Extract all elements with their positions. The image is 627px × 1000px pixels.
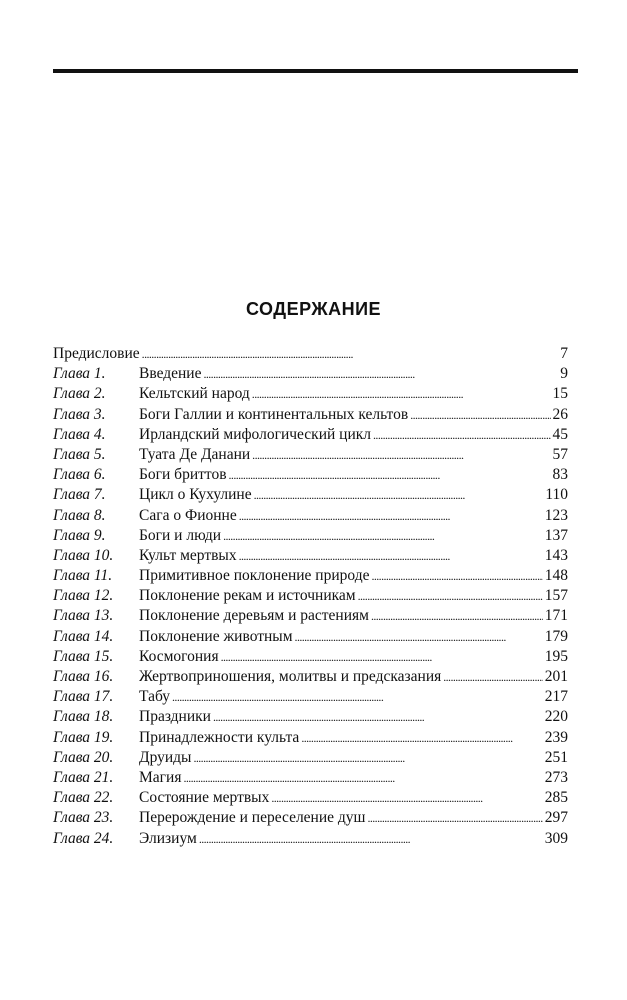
- dot-leader: [213, 707, 543, 727]
- dot-leader: [252, 384, 551, 404]
- entry-title: Примитивное поклонение природе: [139, 567, 370, 585]
- dot-leader: [371, 566, 542, 586]
- entry-title: Перерождение и переселение душ: [139, 809, 366, 827]
- page-number: 123: [544, 506, 568, 524]
- page-number: 285: [544, 789, 568, 807]
- page-number: 171: [544, 607, 568, 625]
- page-number: 110: [545, 486, 568, 504]
- chapter-label: Глава 5.: [53, 445, 106, 463]
- entry-title: Боги и люди: [139, 526, 222, 544]
- dot-leader: [142, 344, 559, 364]
- entry-title: Цикл о Кухулине: [139, 486, 252, 504]
- entry-title: Космогония: [139, 647, 219, 665]
- dot-leader: [410, 405, 550, 425]
- dot-leader: [254, 485, 544, 505]
- toc-entry: [53, 344, 568, 364]
- chapter-label: Глава 12.: [53, 587, 114, 605]
- toc-entry: [53, 768, 568, 788]
- dot-leader: [239, 546, 543, 566]
- page-number: 179: [544, 627, 568, 645]
- dot-leader: [358, 586, 543, 606]
- chapter-label: Глава 2.: [53, 385, 106, 403]
- dot-leader: [301, 728, 542, 748]
- dot-leader: [203, 364, 558, 384]
- dot-leader: [239, 506, 543, 526]
- chapter-label: Глава 13.: [53, 607, 114, 625]
- chapter-label: Глава 22.: [53, 789, 114, 807]
- chapter-label: Глава 11.: [53, 567, 113, 585]
- chapter-label: Глава 17.: [53, 688, 114, 706]
- toc-entry: [53, 566, 568, 586]
- dot-leader: [183, 768, 542, 788]
- entry-title: Поклонение деревьям и растениям: [139, 607, 369, 625]
- page-number: 273: [544, 768, 568, 786]
- entry-title: Сага о Фионне: [139, 506, 237, 524]
- toc-entry: [53, 707, 568, 727]
- chapter-label: Глава 23.: [53, 809, 114, 827]
- toc-entry: [53, 788, 568, 808]
- dot-leader: [373, 425, 550, 445]
- toc-entry: [53, 384, 568, 404]
- page-number: 297: [544, 809, 568, 827]
- entry-title: Кельтский народ: [139, 385, 250, 403]
- page-number: 57: [552, 445, 568, 463]
- toc-entry: [53, 445, 568, 465]
- toc-entry: [53, 667, 568, 687]
- toc-entry: [53, 808, 568, 828]
- page-number: 201: [544, 668, 568, 685]
- entry-title: Поклонение животным: [139, 627, 293, 645]
- page-number: 137: [544, 526, 568, 544]
- entry-title: Культ мертвых: [139, 546, 237, 564]
- toc-entry: [53, 728, 568, 748]
- chapter-label: Глава 16.: [53, 668, 114, 685]
- entry-title: Жертвоприношения, молитвы и предсказания: [139, 668, 442, 685]
- entry-title: Предисловие: [53, 345, 140, 362]
- dot-leader: [223, 526, 543, 546]
- entry-title: Ирландский мифологический цикл: [139, 425, 372, 443]
- dot-leader: [371, 606, 543, 626]
- chapter-label: Глава 3.: [53, 405, 106, 423]
- toc-entry: [53, 364, 568, 384]
- entry-title: Принадлежности культа: [139, 728, 300, 746]
- entry-title: Табу: [139, 688, 171, 706]
- chapter-label: Глава 15.: [53, 647, 114, 665]
- entry-title: Введение: [139, 365, 202, 383]
- toc-entry: [53, 647, 568, 667]
- dot-leader: [443, 667, 543, 687]
- chapter-label: Глава 10.: [53, 546, 114, 564]
- chapter-label: Глава 21.: [53, 768, 114, 786]
- page-number: 26: [552, 405, 568, 423]
- entry-title: Состояние мертвых: [139, 789, 270, 807]
- page-number: 143: [544, 546, 568, 564]
- toc-entry: [53, 425, 568, 445]
- page-number: 148: [544, 567, 568, 585]
- toc-entry: [53, 506, 568, 526]
- page-number: 7: [560, 345, 568, 362]
- dot-leader: [367, 808, 542, 828]
- entry-title: Элизиум: [139, 829, 197, 847]
- dot-leader: [221, 647, 543, 667]
- entry-title: Поклонение рекам и источникам: [139, 587, 356, 605]
- entry-title: Боги бриттов: [139, 466, 227, 484]
- dot-leader: [252, 445, 550, 465]
- toc-entry: [53, 748, 568, 768]
- toc-entry: [53, 546, 568, 566]
- chapter-label: Глава 19.: [53, 728, 114, 746]
- toc-entry: [53, 405, 568, 425]
- toc-entry: [53, 526, 568, 546]
- dot-leader: [295, 627, 543, 647]
- dot-leader: [193, 748, 542, 768]
- toc-entry: [53, 606, 568, 626]
- chapter-label: Глава 14.: [53, 627, 114, 645]
- table-of-contents: [53, 344, 568, 849]
- top-rule: [53, 69, 578, 73]
- dot-leader: [199, 829, 543, 849]
- toc-entry: [53, 687, 568, 707]
- chapter-label: Глава 20.: [53, 748, 114, 766]
- dot-leader: [229, 465, 551, 485]
- page-number: 15: [552, 385, 568, 403]
- chapter-label: Глава 7.: [53, 486, 106, 504]
- chapter-label: Глава 4.: [53, 425, 106, 443]
- page-number: 309: [544, 829, 568, 847]
- page-number: 251: [544, 748, 568, 766]
- page-number: 239: [544, 728, 568, 746]
- chapter-label: Глава 9.: [53, 526, 106, 544]
- page-number: 157: [544, 587, 568, 605]
- chapter-label: Глава 1.: [53, 365, 106, 383]
- toc-entry: [53, 586, 568, 606]
- dot-leader: [172, 687, 543, 707]
- page-number: 83: [552, 466, 568, 484]
- page-number: 195: [544, 647, 568, 665]
- chapter-label: Глава 8.: [53, 506, 106, 524]
- dot-leader: [271, 788, 542, 808]
- toc-title: СОДЕРЖАНИЕ: [245, 299, 382, 319]
- entry-title: Праздники: [139, 708, 211, 726]
- toc-entry: [53, 829, 568, 849]
- toc-entry: [53, 485, 568, 505]
- entry-title: Друиды: [139, 748, 192, 766]
- page-number: 9: [560, 365, 568, 383]
- chapter-label: Глава 6.: [53, 466, 106, 484]
- entry-title: Боги Галлии и континентальных кельтов: [139, 405, 409, 423]
- toc-entry: [53, 627, 568, 647]
- chapter-label: Глава 24.: [53, 829, 114, 847]
- entry-title: Туата Де Данани: [139, 445, 251, 463]
- page-number: 220: [544, 708, 568, 726]
- chapter-label: Глава 18.: [53, 708, 114, 726]
- toc-entry: [53, 465, 568, 485]
- page-number: 217: [544, 688, 568, 706]
- entry-title: Магия: [139, 768, 182, 786]
- page-number: 45: [552, 425, 568, 443]
